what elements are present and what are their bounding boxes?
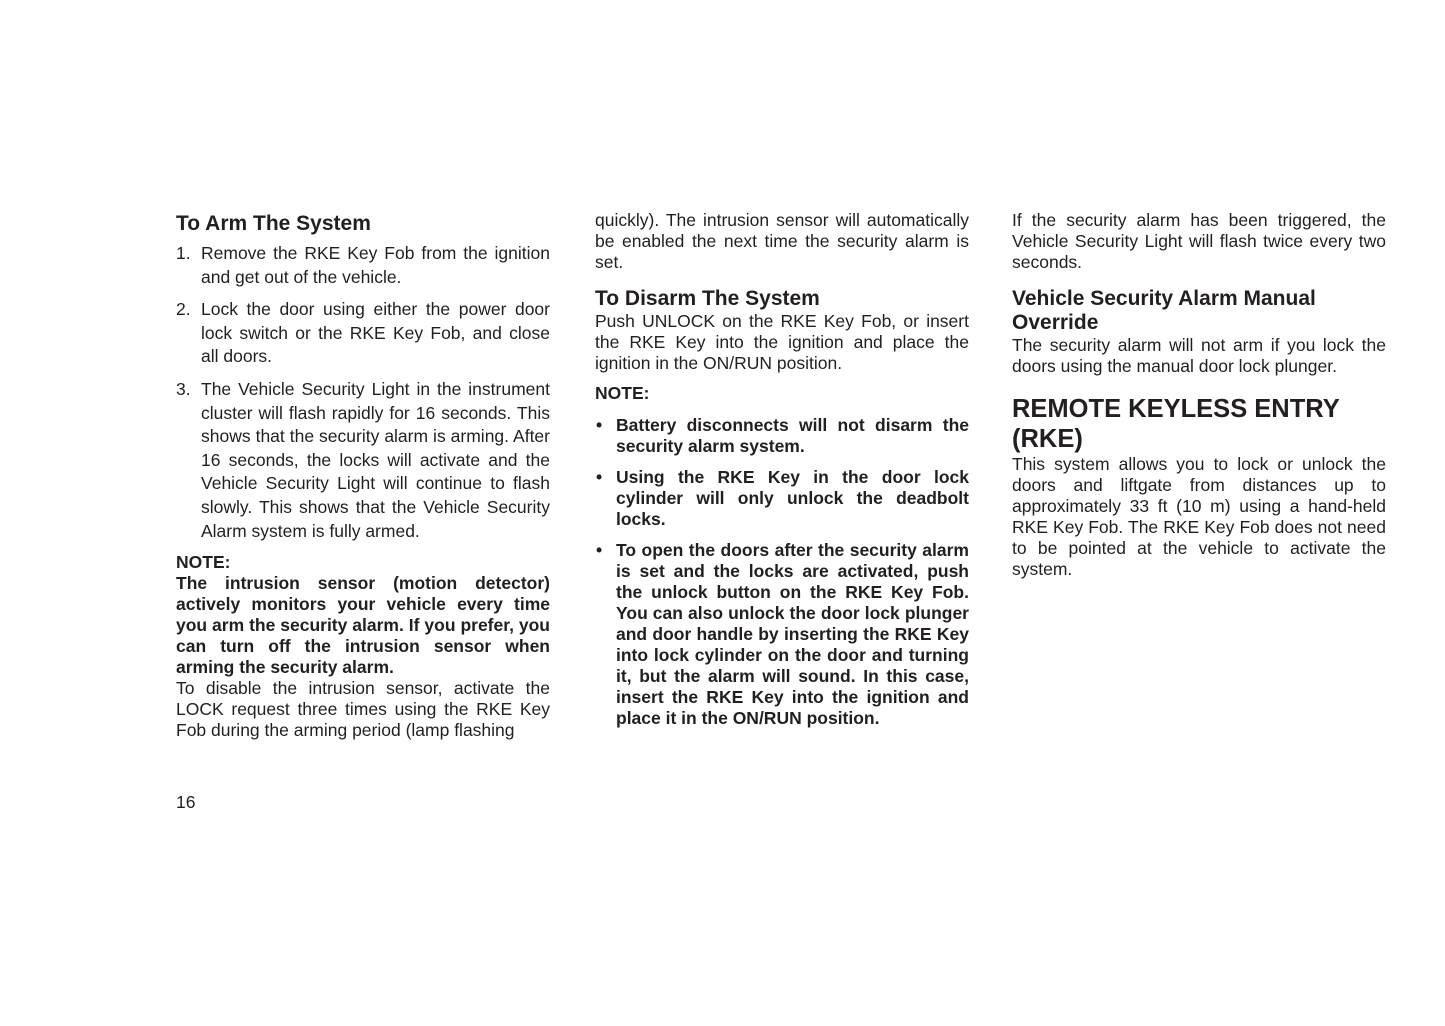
- triggered-text: If the security alarm has been triggered, the Vehicle Security Light will flash twice every two seconds.: [1012, 210, 1386, 272]
- note-bullet: [595, 540, 969, 729]
- to-disarm-heading: To Disarm The System: [595, 287, 820, 310]
- bullet-dot: •: [596, 540, 603, 560]
- rke-section-title: REMOTE KEYLESS ENTRY (RKE): [1012, 395, 1340, 453]
- manual-override-text: The security alarm will not arm if you lock the doors using the manual door lock plunger.: [1012, 335, 1386, 376]
- page-number: 16: [176, 792, 196, 812]
- rke-section-text: This system allows you to lock or unlock the doors and liftgate from distances up to approximately 33 ft (10 m) using a hand-held RKE Key Fob. The RKE Key Fob does not need to be pointed at the vehicle to activate the system.: [1012, 454, 1386, 579]
- arm-steps-list: [176, 242, 550, 543]
- bullet-text: Battery disconnects will not disarm the security alarm system.: [616, 415, 969, 456]
- note-bullet-list: [595, 415, 969, 729]
- note-label: NOTE:: [176, 552, 231, 573]
- note-bullet: [595, 415, 969, 457]
- step-text: Remove the RKE Key Fob from the ignition and get out of the vehicle.: [201, 243, 550, 287]
- step-text: The Vehicle Security Light in the instrument cluster will flash rapidly for 16 seconds. This shows that the security alarm is arming. After 16 seconds, the locks will activate and the Vehicle Security Light will continue to flash slowly. This shows that the Vehicle Security Alarm system is fully armed.: [201, 378, 550, 541]
- column-middle: [595, 210, 969, 739]
- bullet-text: Using the RKE Key in the door lock cylinder will only unlock the deadbolt locks.: [616, 467, 969, 529]
- note-label: NOTE:: [595, 383, 650, 403]
- disable-intrusion-text: To disable the intrusion sensor, activate the LOCK request three times using the RKE Key Fob during the arming period (lamp flashing: [176, 678, 550, 741]
- column-left: [176, 210, 550, 741]
- step-number: 2.: [176, 299, 191, 320]
- note-bullet: [595, 467, 969, 530]
- arm-step: [176, 242, 550, 289]
- bullet-dot: •: [596, 415, 603, 435]
- step-text: Lock the door using either the power door lock switch or the RKE Key Fob, and close all doors.: [201, 299, 550, 367]
- bullet-dot: •: [596, 467, 603, 487]
- continuation-text: quickly). The intrusion sensor will automatically be enabled the next time the security alarm is set.: [595, 210, 969, 272]
- intrusion-note-text: The intrusion sensor (motion detector) actively monitors your vehicle every time you arm the security alarm. If you prefer, you can turn off the intrusion sensor when arming the security alarm.: [176, 573, 550, 678]
- to-arm-heading: To Arm The System: [176, 212, 371, 235]
- manual-override-heading: Vehicle Security Alarm Manual Override: [1012, 287, 1316, 334]
- step-number: 1.: [176, 243, 191, 263]
- arm-step: [176, 298, 550, 369]
- bullet-text: To open the doors after the security alarm is set and the locks are activated, push the unlock button on the RKE Key Fob. You can also unlock the door lock plunger and door handle by inserting the RKE Key into lock cylinder on the door and turning it, but the alarm will sound. In this case, insert the RKE Key into the ignition and place it in the ON/RUN position.: [616, 540, 969, 728]
- step-number: 3.: [176, 378, 191, 399]
- arm-step: [176, 378, 550, 543]
- disarm-body-text: Push UNLOCK on the RKE Key Fob, or insert the RKE Key into the ignition and place the ignition in the ON/RUN position.: [595, 311, 969, 373]
- column-right: [1012, 210, 1386, 580]
